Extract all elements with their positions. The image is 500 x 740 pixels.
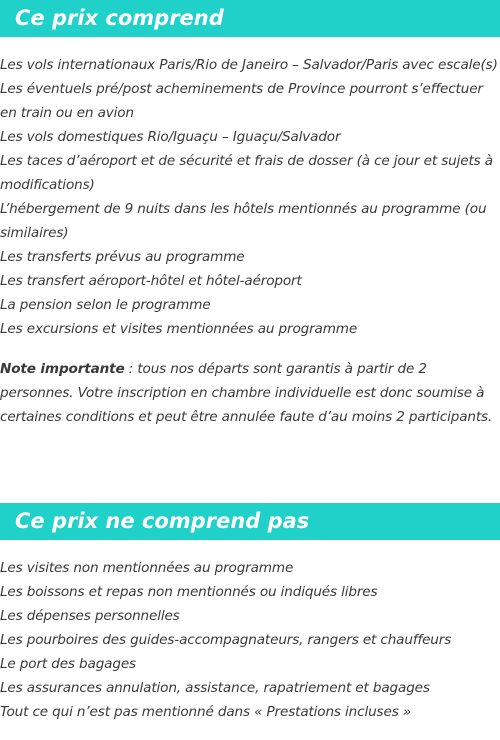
excludes-section-header: [0, 503, 500, 540]
includes-section-title: Ce prix comprend: [15, 6, 224, 30]
list-item: Les taces d’aéroport et de sécurité et frais de dosser (à ce jour et sujets à modifications): [0, 153, 493, 193]
excludes-section-title: Ce prix ne comprend pas: [15, 509, 310, 533]
list-item: Les dépenses personnelles: [0, 608, 180, 624]
list-item: Le port des bagages: [0, 656, 136, 672]
list-item: Tout ce qui n’est pas mentionné dans « Prestations incluses »: [0, 704, 412, 720]
list-item: Les pourboires des guides-accompagnateurs, rangers et chauffeurs: [0, 632, 452, 648]
list-item: Les éventuels pré/post acheminements de Province pourront s’effectuer en train ou en avion: [0, 81, 483, 121]
list-item: Les vols domestiques Rio/Iguaçu – Iguaçu/Salvador: [0, 129, 341, 145]
important-note: [0, 357, 500, 429]
list-item: L’hébergement de 9 nuits dans les hôtels mentionnés au programme (ou similaires): [0, 201, 487, 241]
includes-list: [0, 53, 500, 341]
important-note-label: Note importante: [0, 361, 125, 377]
excludes-list: [0, 556, 500, 724]
list-item: La pension selon le programme: [0, 297, 211, 313]
list-item: Les excursions et visites mentionnées au programme: [0, 321, 358, 337]
list-item: Les transferts prévus au programme: [0, 249, 245, 265]
list-item: Les visites non mentionnées au programme: [0, 560, 294, 576]
important-note-text: : tous nos départs sont garantis à partir de 2 personnes. Votre inscription en chambre individuelle est donc soumise à certaines conditions et peut être annulée faute d’au moins 2 participants.: [0, 361, 493, 425]
includes-section-header: [0, 0, 500, 37]
list-item: Les boissons et repas non mentionnés ou indiqués libres: [0, 584, 378, 600]
list-item: Les vols internationaux Paris/Rio de Janeiro – Salvador/Paris avec escale(s): [0, 57, 498, 73]
list-item: Les assurances annulation, assistance, rapatriement et bagages: [0, 680, 430, 696]
list-item: Les transfert aéroport-hôtel et hôtel-aéroport: [0, 273, 302, 289]
